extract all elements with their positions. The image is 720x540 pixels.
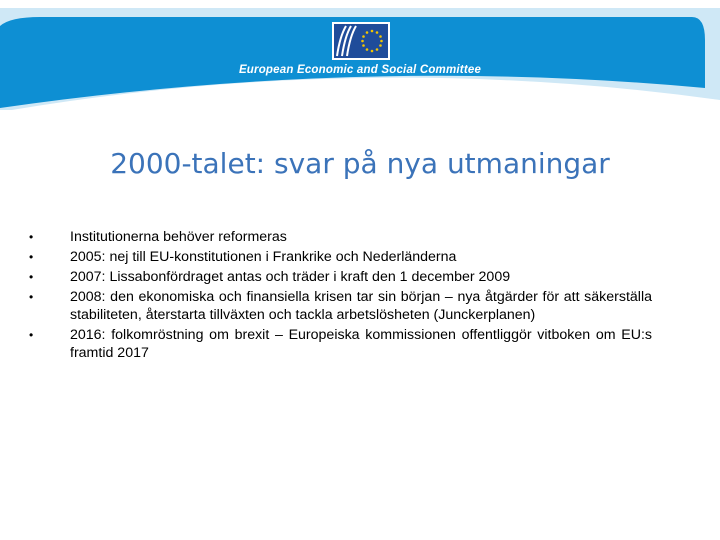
bullet-text: 2005: nej till EU-konstitutionen i Frankrike och Nederländerna <box>70 249 457 265</box>
slide-title: 2000-talet: svar på nya utmaningar <box>110 147 610 180</box>
list-item <box>29 228 652 246</box>
eesc-logo <box>332 22 390 60</box>
list-item <box>29 248 652 266</box>
bullet-text: 2016: folkomröstning om brexit – Europeiska kommissionen offentliggör vitboken om EU:s framtid 2017 <box>70 327 652 361</box>
bullet-list <box>29 228 652 364</box>
bullet-icon: • <box>29 328 34 342</box>
list-item <box>29 268 652 286</box>
list-item <box>29 326 652 362</box>
bullet-text: 2007: Lissabonfördraget antas och träder i kraft den 1 december 2009 <box>70 269 511 285</box>
org-name: European Economic and Social Committee <box>238 64 482 76</box>
bullet-icon: • <box>29 290 34 304</box>
header-banner <box>0 0 720 110</box>
bullet-text: 2008: den ekonomiska och finansiella krisen tar sin början – nya åtgärder för att säkerställa stabiliteten, återstarta tillväxten och tackla arbetslösheten (Junckerplanen) <box>70 289 652 323</box>
bullet-icon: • <box>29 230 34 244</box>
bullet-text: Institutionerna behöver reformeras <box>70 229 287 245</box>
bullet-icon: • <box>29 250 34 264</box>
list-item <box>29 288 652 324</box>
bullet-icon: • <box>29 270 34 284</box>
